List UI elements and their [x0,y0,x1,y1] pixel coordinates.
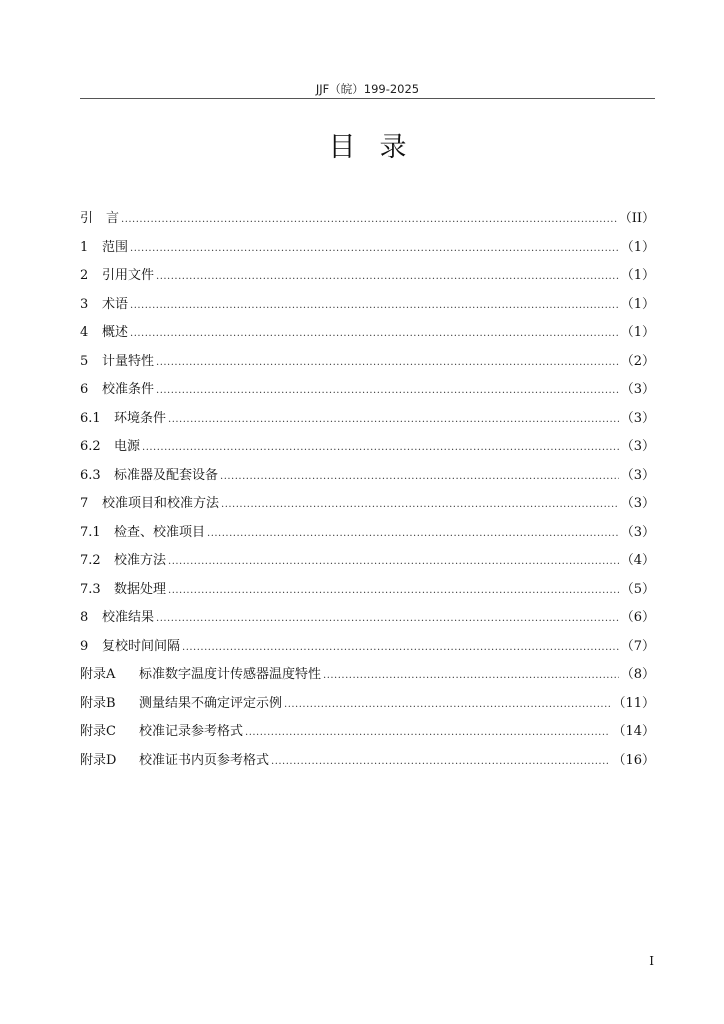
page-number: I [649,954,654,968]
toc-dot-leader [168,577,619,606]
toc-entry[interactable] [80,262,655,291]
toc-dot-leader [245,719,610,748]
toc-entry-page: （II） [618,211,655,226]
toc-entry[interactable] [80,690,655,719]
toc-entry-page: （2） [620,353,655,369]
toc-entry-page: （6） [620,610,655,625]
toc-entry-label: 校准记录参考格式 [139,724,244,739]
toc-entry[interactable] [80,547,655,576]
toc-entry-number: 附录D [80,752,117,768]
toc-entry-label: 标准器及配套设备 [114,467,219,483]
toc-dot-leader [220,463,619,492]
toc-entry-number: 4 [80,325,89,340]
toc-entry-number: 1 [80,239,89,255]
toc-entry[interactable] [80,376,655,405]
toc-entry[interactable] [80,405,655,434]
toc-entry[interactable] [80,433,655,462]
toc-dot-leader [168,548,619,577]
toc-entry-number: 5 [80,353,89,369]
toc-entry-label: 术语 [102,296,129,312]
toc-entry[interactable] [80,747,655,776]
toc-entry-page: （5） [620,581,655,597]
toc-entry-label: 校准证书内页参考格式 [139,752,270,768]
toc-entry-label: 环境条件 [114,410,167,426]
toc-dot-leader [156,605,619,634]
toc-entry-page: （3） [620,467,655,483]
toc-entry-label: 校准结果 [102,610,155,625]
toc-entry-number: 7.3 [80,581,101,597]
toc-entry-label: 检查、校准项目 [114,524,206,540]
document-header: JJF（皖）199-2025 [315,82,420,96]
toc-entry-number: 2 [80,268,89,283]
toc-entry[interactable] [80,718,655,747]
toc-entry-label: 校准条件 [102,382,155,397]
toc-dot-leader [182,634,619,663]
toc-dot-leader [130,320,619,349]
toc-entry-number: 附录C [80,724,116,739]
toc-dot-leader [130,235,619,264]
toc-entry-number: 6.3 [80,467,101,483]
toc-dot-leader [207,520,619,549]
toc-entry-label: 数据处理 [114,581,167,597]
toc-dot-leader [121,206,617,235]
toc-entry-number: 8 [80,610,89,625]
toc-entry-page: （14） [612,724,655,739]
toc-entry[interactable] [80,633,655,662]
toc-entry[interactable] [80,661,655,690]
toc-entry-page: （4） [620,553,655,568]
toc-entry-number: 7.2 [80,553,101,568]
toc-entry-label: 校准项目和校准方法 [102,496,220,511]
toc-entry-number: 附录A [80,667,116,682]
toc-entry[interactable] [80,490,655,519]
toc-dot-leader [130,292,619,321]
toc-entry[interactable] [80,319,655,348]
toc-entry-label: 计量特性 [102,353,155,369]
toc-entry[interactable] [80,462,655,491]
toc-dot-leader [271,748,610,777]
toc-entry-page: （3） [620,439,655,454]
toc-entry-number: 6.2 [80,439,101,454]
toc-entry-page: （7） [620,638,655,654]
toc-dot-leader [142,434,619,463]
toc-entry[interactable] [80,348,655,377]
toc-entry-page: （1） [620,325,655,340]
toc-entry-label: 电源 [114,439,141,454]
toc-entry-page: （3） [620,410,655,426]
toc-entry-label: 概述 [102,325,129,340]
toc-entry[interactable] [80,291,655,320]
toc-entry[interactable] [80,576,655,605]
toc-entry-page: （3） [620,524,655,540]
toc-entry-page: （1） [620,296,655,312]
toc-entry-page: （11） [612,695,655,711]
toc-entry-label: 标准数字温度计传感器温度特性 [139,667,322,682]
toc-entry-page: （1） [620,239,655,255]
table-of-contents [80,205,655,775]
toc-dot-leader [323,662,619,691]
toc-entry-label: 复校时间间隔 [102,638,181,654]
toc-entry-number: 9 [80,638,89,654]
toc-entry-page: （1） [620,268,655,283]
toc-entry-label: 引 言 [80,211,120,226]
header-divider [80,98,655,99]
toc-entry-page: （16） [612,752,655,768]
toc-dot-leader [284,691,610,720]
toc-entry-number: 6 [80,382,89,397]
toc-entry-label: 测量结果不确定评定示例 [139,695,283,711]
toc-dot-leader [156,349,619,378]
toc-entry[interactable] [80,519,655,548]
page-title: 目录 [328,132,431,163]
toc-dot-leader [156,377,619,406]
toc-entry-number: 7.1 [80,524,101,540]
toc-entry-page: （8） [620,667,655,682]
toc-entry[interactable] [80,604,655,633]
toc-entry-number: 附录B [80,695,116,711]
toc-entry-label: 引用文件 [102,268,155,283]
toc-dot-leader [221,491,619,520]
toc-entry-label: 范围 [102,239,129,255]
toc-dot-leader [168,406,619,435]
toc-entry-number: 3 [80,296,89,312]
toc-entry-page: （3） [620,496,655,511]
toc-entry-page: （3） [620,382,655,397]
toc-entry-number: 6.1 [80,410,101,426]
toc-entry[interactable] [80,234,655,263]
toc-dot-leader [156,263,619,292]
toc-entry[interactable] [80,205,655,234]
toc-entry-label: 校准方法 [114,553,167,568]
toc-entry-number: 7 [80,496,89,511]
